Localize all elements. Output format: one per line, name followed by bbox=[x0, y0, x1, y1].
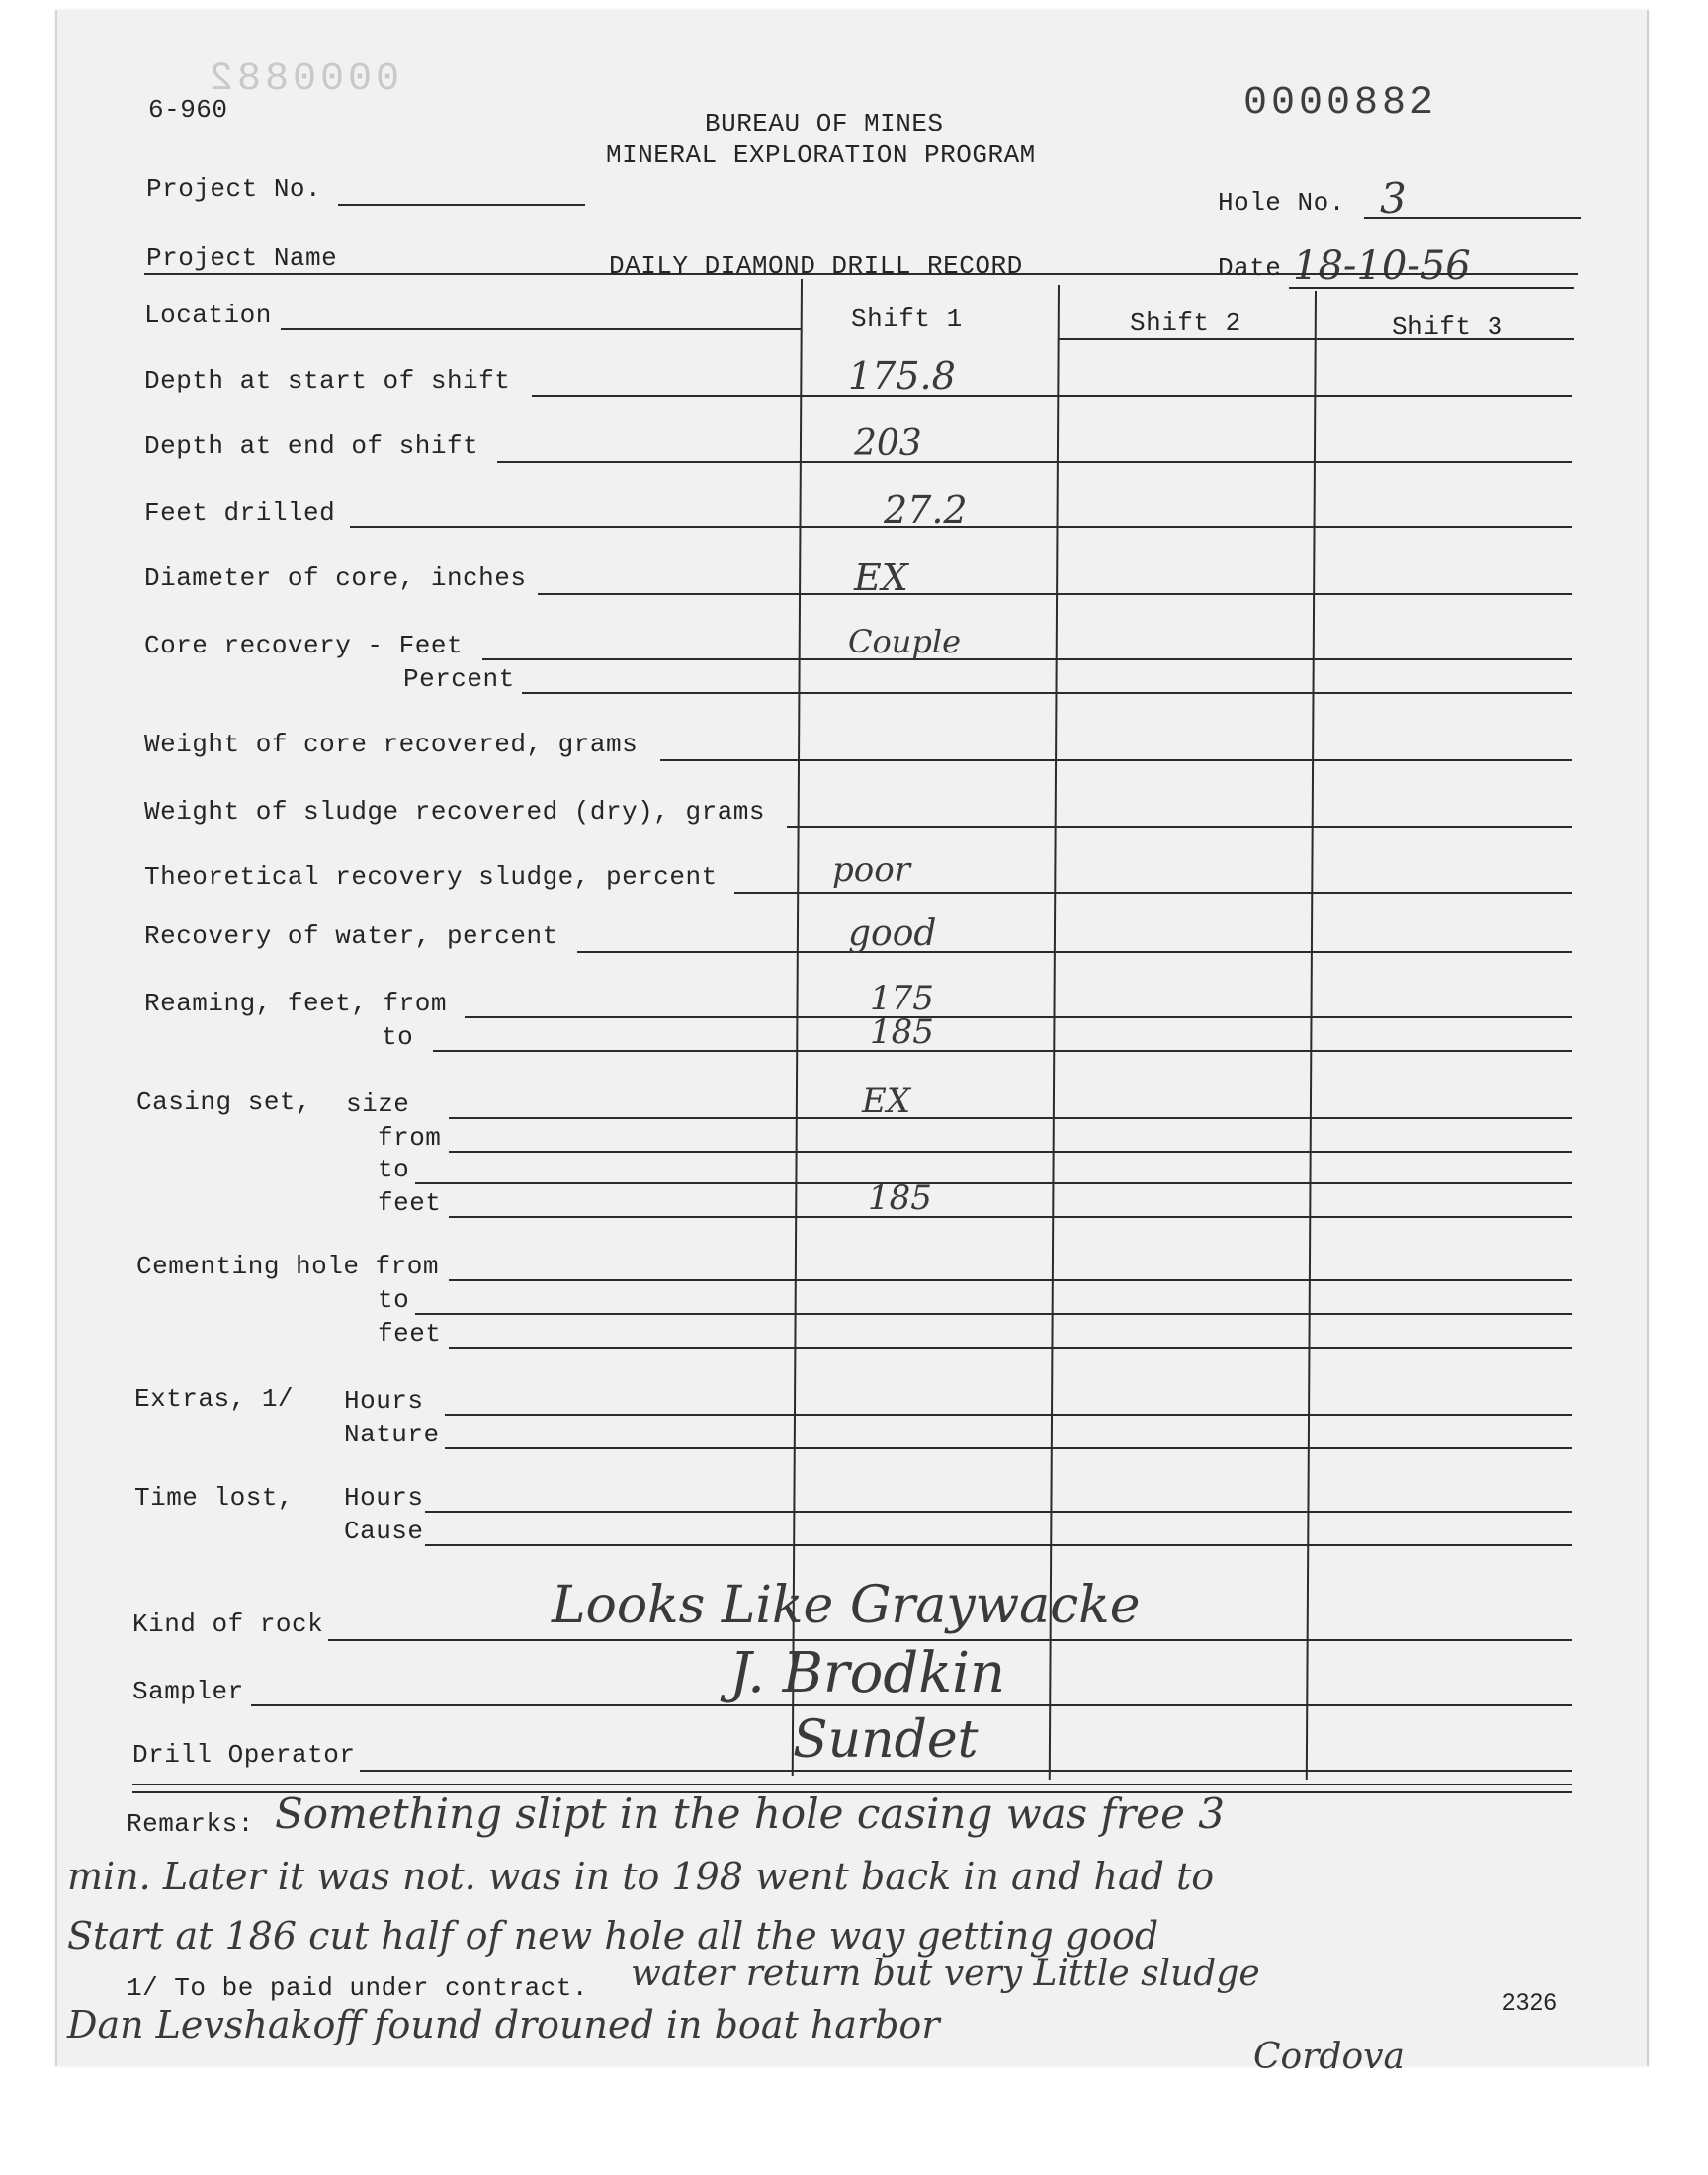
row-label-depth-end: Depth at end of shift bbox=[144, 431, 479, 461]
row-label-reaming-from: Reaming, feet, from bbox=[144, 989, 447, 1018]
row-label-feet-drilled: Feet drilled bbox=[144, 498, 336, 528]
row-value-feet-drilled: 27.2 bbox=[884, 488, 968, 532]
bleed-through-serial: 0000882 bbox=[206, 57, 400, 102]
remarks-line-5: Dan Levshakoff found drouned in boat harbor bbox=[67, 2003, 940, 2046]
row-line bbox=[449, 1279, 1572, 1281]
date-line bbox=[1289, 287, 1574, 289]
row-value-diameter: EX bbox=[854, 556, 908, 599]
row-line bbox=[425, 1544, 1572, 1546]
row-label-extras: Extras, 1/ bbox=[134, 1384, 295, 1414]
row-label-water-recovery: Recovery of water, percent bbox=[144, 921, 558, 951]
date-value: 18-10-56 bbox=[1293, 243, 1471, 289]
row-line bbox=[360, 1770, 1572, 1772]
project-name-label: Project Name bbox=[146, 243, 338, 273]
date-label: Date bbox=[1218, 253, 1282, 283]
remarks-line-6: Cordova bbox=[1253, 2037, 1405, 2077]
remarks-line-2: min. Later it was not. was in to 198 went back in and had to bbox=[67, 1855, 1215, 1898]
row-line bbox=[482, 658, 1572, 660]
row-label-extras-nature: Nature bbox=[344, 1420, 440, 1449]
row-label-cementing-to: to bbox=[378, 1285, 410, 1315]
row-line bbox=[577, 951, 1572, 953]
shift1-left-border bbox=[792, 279, 803, 1776]
row-label-casing-feet: feet bbox=[378, 1188, 442, 1218]
row-label-depth-start: Depth at start of shift bbox=[144, 366, 511, 395]
row-label-extras-hours: Hours bbox=[344, 1386, 424, 1416]
form-sheet bbox=[55, 10, 1649, 2077]
row-line bbox=[415, 1182, 1572, 1184]
row-value-casing-size: EX bbox=[862, 1082, 911, 1121]
row-line bbox=[465, 1016, 1572, 1018]
shift2-header: Shift 2 bbox=[1130, 308, 1241, 338]
header-rule bbox=[144, 273, 1578, 275]
serial-number-stamp: 0000882 bbox=[1243, 81, 1438, 126]
project-no-line bbox=[338, 204, 585, 206]
row-value-reaming-to: 185 bbox=[870, 1012, 934, 1052]
row-line bbox=[281, 328, 801, 330]
row-line bbox=[497, 461, 1572, 463]
remarks-line-1: Something slipt in the hole casing was free 3 bbox=[275, 1789, 1225, 1838]
row-label-location: Location bbox=[144, 301, 272, 330]
row-value-water-recovery: good bbox=[848, 914, 937, 954]
row-label-time-lost-cause: Cause bbox=[344, 1517, 424, 1546]
row-label-drill-operator: Drill Operator bbox=[132, 1740, 356, 1770]
row-label-casing-set: Casing set, bbox=[136, 1088, 312, 1117]
row-line bbox=[532, 395, 1572, 397]
row-label-kind-of-rock: Kind of rock bbox=[132, 1610, 324, 1639]
shift3-left-border bbox=[1306, 291, 1317, 1780]
row-label-cementing-feet: feet bbox=[378, 1319, 442, 1348]
remarks-line-4: water return but very Little sludge bbox=[631, 1954, 1260, 1994]
row-label-sampler: Sampler bbox=[132, 1677, 244, 1706]
row-label-reaming-to: to bbox=[382, 1022, 414, 1052]
row-label-diameter: Diameter of core, inches bbox=[144, 564, 527, 593]
row-label-time-lost-hours: Hours bbox=[344, 1483, 424, 1513]
hole-no-value: 3 bbox=[1380, 174, 1407, 222]
row-label-casing-size: size bbox=[346, 1089, 410, 1119]
remarks-label: Remarks: bbox=[127, 1809, 254, 1839]
project-no-label: Project No. bbox=[146, 174, 322, 204]
row-line bbox=[449, 1347, 1572, 1348]
row-value-depth-end: 203 bbox=[854, 423, 922, 464]
row-line bbox=[538, 593, 1572, 595]
row-line bbox=[425, 1511, 1572, 1513]
row-line bbox=[787, 826, 1572, 828]
page-number: 2326 bbox=[1502, 1989, 1558, 2016]
row-line bbox=[449, 1151, 1572, 1153]
row-line bbox=[449, 1117, 1572, 1119]
row-label-time-lost: Time lost, bbox=[134, 1483, 295, 1513]
row-value-drill-operator: Sundet bbox=[793, 1710, 979, 1770]
row-label-weight-sludge: Weight of sludge recovered (dry), grams bbox=[144, 797, 765, 826]
row-label-weight-core: Weight of core recovered, grams bbox=[144, 730, 639, 759]
row-label-casing-from: from bbox=[378, 1123, 442, 1153]
row-value-reaming-from: 175 bbox=[870, 979, 934, 1018]
row-label-theoretical-recovery: Theoretical recovery sludge, percent bbox=[144, 862, 718, 892]
row-value-kind-of-rock: Looks Like Graywacke bbox=[552, 1576, 1141, 1635]
shift1-header: Shift 1 bbox=[851, 304, 963, 334]
footnote: 1/ To be paid under contract. bbox=[127, 1973, 588, 2003]
row-line bbox=[449, 1216, 1572, 1218]
agency-title: BUREAU OF MINES bbox=[705, 109, 944, 138]
shift3-header: Shift 3 bbox=[1392, 312, 1503, 342]
row-label-cementing-from: Cementing hole from bbox=[136, 1252, 439, 1281]
row-line bbox=[433, 1050, 1572, 1052]
row-value-sampler: J. Brodkin bbox=[729, 1641, 1006, 1705]
row-line bbox=[734, 892, 1572, 894]
row-line bbox=[415, 1313, 1572, 1315]
row-value-theoretical-recovery: poor bbox=[832, 850, 910, 890]
row-line bbox=[445, 1447, 1572, 1449]
row-line bbox=[445, 1414, 1572, 1416]
remarks-line-3: Start at 186 cut half of new hole all the way getting good bbox=[67, 1914, 1159, 1958]
shift2-left-border bbox=[1049, 285, 1060, 1780]
row-value-depth-start: 175.8 bbox=[848, 354, 956, 397]
table-bottom-rule bbox=[132, 1784, 1572, 1785]
row-label-core-recovery-feet: Core recovery - Feet bbox=[144, 631, 464, 660]
form-title: DAILY DIAMOND DRILL RECORD bbox=[609, 251, 1023, 281]
row-line bbox=[660, 759, 1572, 761]
form-number: 6-960 bbox=[148, 95, 228, 125]
hole-no-label: Hole No. bbox=[1218, 188, 1345, 218]
row-label-percent: Percent bbox=[403, 664, 515, 694]
row-value-casing-feet: 185 bbox=[868, 1178, 932, 1218]
row-line bbox=[522, 692, 1572, 694]
row-label-casing-to: to bbox=[378, 1155, 410, 1184]
program-title: MINERAL EXPLORATION PROGRAM bbox=[606, 140, 1036, 170]
row-value-core-recovery-feet: Couple bbox=[848, 623, 962, 660]
